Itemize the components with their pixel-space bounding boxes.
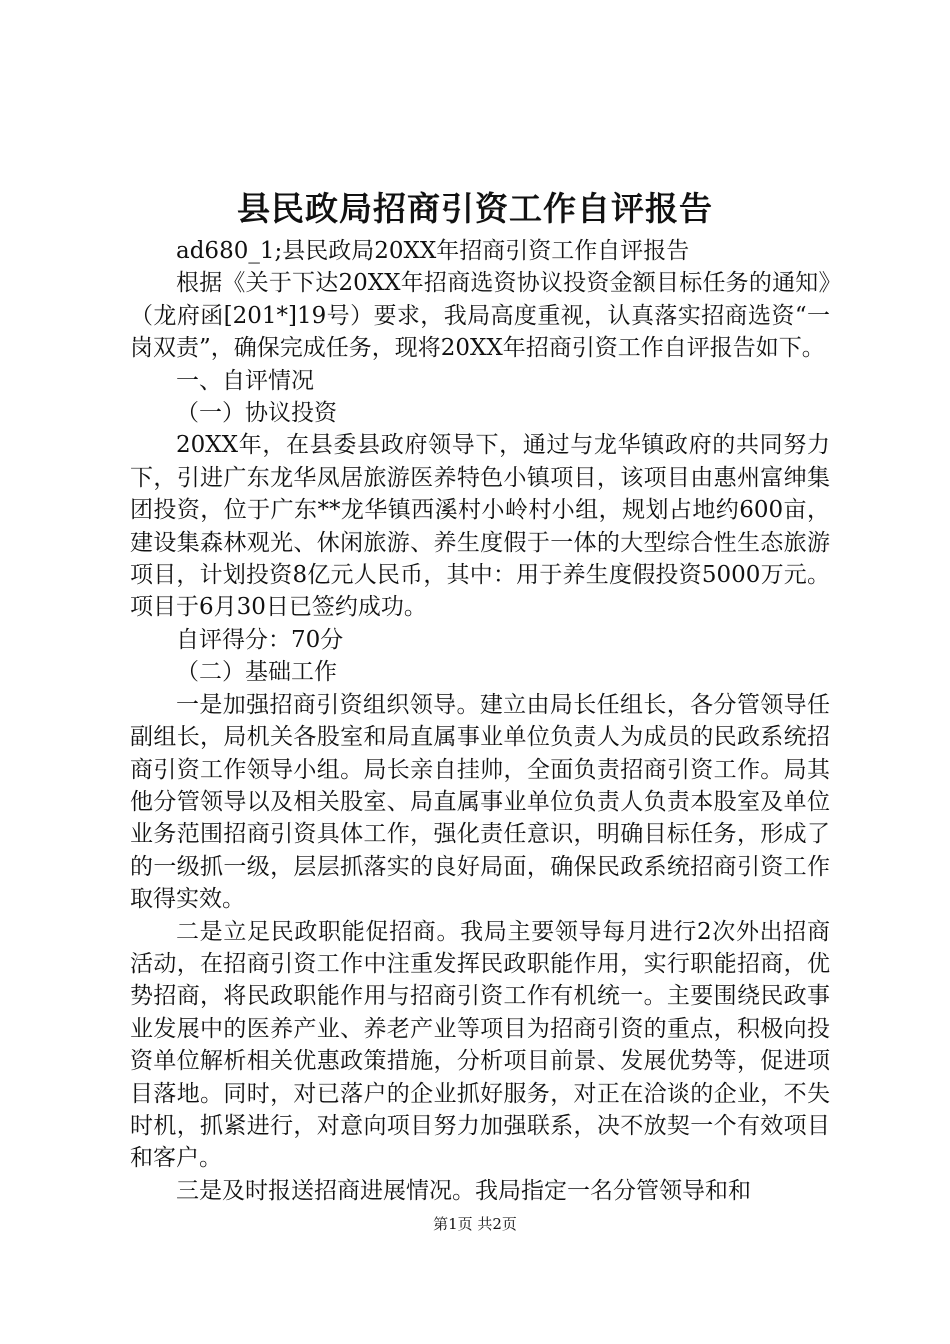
subsection-heading-agreement-investment: （一）协议投资 [176,400,337,427]
paragraph-intro: 根据《关于下达20XX年招商选资协议投资金额目标任务的通知》（龙府函[201*]19号）要求，我局高度重视，认真落实招商选资“一岗双责”，确保完成任务，现将20XX年招商引资工作自评报告如下。 [130,270,830,362]
paragraph-reporting: 三是及时报送招商进展情况。我局指定一名分管领导和和 [176,1177,751,1204]
paragraph-doc-ref: ad680_1;县民政局20XX年招商引资工作自评报告 [176,238,690,264]
paragraph-functions: 二是立足民政职能促招商。我局主要领导每月进行2次外出招商活动，在招商引资工作中注重发挥民政职能作用，实行职能招商，优势招商，将民政职能作用与招商引资工作有机统一。主要围绕民政事业发展中的医养产业、养老产业等项目为招商引资的重点，积极向投资单位解析相关优惠政策措施，分析项目前景、发展优势等，促进项目落地。同时，对已落户的企业抓好服务，对正在洽谈的企业，不失时机，抓紧进行，对意向项目努力加强联系，决不放契一个有效项目和客户。 [130,918,830,1172]
subsection-heading-basic-work: （二）基础工作 [176,659,337,686]
paragraph-agreement-investment: 20XX年，在县委县政府领导下，通过与龙华镇政府的共同努力下，引进广东龙华凤居旅游医养特色小镇项目，该项目由惠州富绅集团投资，位于广东**龙华镇西溪村小岭村小组，规划占地约600亩，建设集森林观光、休闲旅游、养生度假于一体的大型综合性生态旅游项目，计划投资8亿元人民币，其中：用于养生度假投资5000万元。项目于6月30日已签约成功。 [130,432,830,621]
paragraph-self-score: 自评得分：70分 [176,626,344,653]
document-title: 县民政局招商引资工作自评报告 [237,189,713,228]
document-body [130,235,830,1207]
page-footer: 第1页 共2页 [433,1215,517,1233]
section-heading-self-evaluation: 一、自评情况 [176,367,314,394]
paragraph-leadership: 一是加强招商引资组织领导。建立由局长任组长，各分管领导任副组长，局机关各股室和局直属事业单位负责人为成员的民政系统招商引资工作领导小组。局长亲自挂帅，全面负责招商引资工作。局其他分管领导以及相关股室、局直属事业单位负责人负责本股室及单位业务范围招商引资具体工作，强化责任意识，明确目标任务，形成了的一级抓一级，层层抓落实的良好局面，确保民政系统招商引资工作取得实效。 [130,691,830,913]
